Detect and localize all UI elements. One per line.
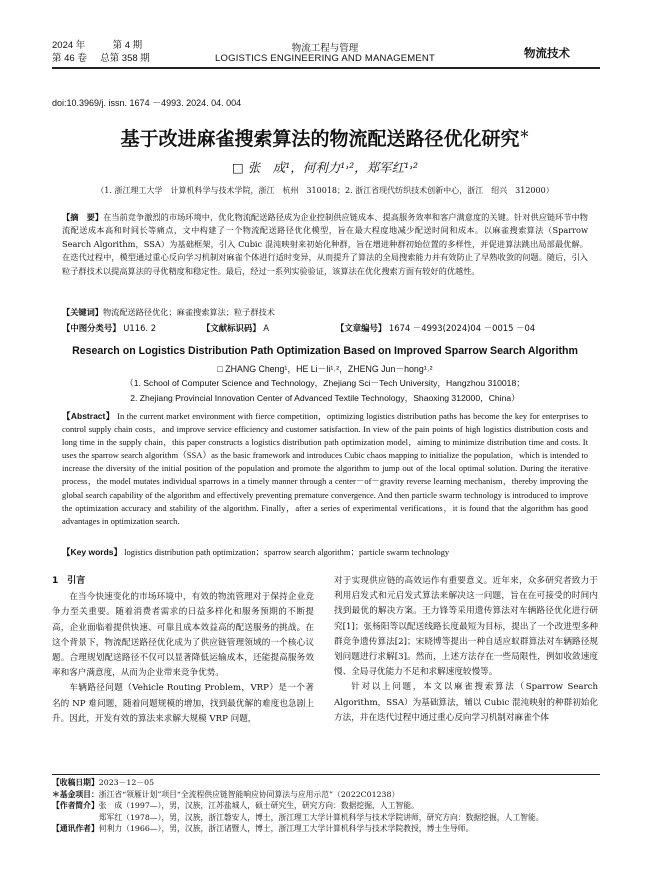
body-right-column <box>334 574 598 726</box>
header-rule <box>52 67 600 69</box>
intro-paragraph-1: 在当今快速变化的市场环境中，有效的物流管理对于保持企业竞争力至关重要。随着消费者需求的日益多样化和服务预期的不断提高，企业面临着提供快速、可靠且成本效益高的配送服务的挑战。在这个背景下，物流配送路径优化成为了供应链管理领域的一个核心议题。合理规划配送路径不仅可以显著降低运输成本，还能提高服务效率和客户满意度，从而为企业带来竞争优势。 <box>52 592 314 679</box>
doi: doi:10.3969/j. issn. 1674 －4993. 2024. 04. 004 <box>52 98 242 108</box>
doc-code-label: 【文献标识码】 <box>202 323 261 333</box>
author-bio-1: 张 成（1997—），男，汉族，江苏盐城人，硕士研究生，研究方向：数据挖掘，人工智能。 <box>98 801 419 811</box>
clc-value: U116. 2 <box>123 323 157 333</box>
author-bio-2: 郑军红（1978—），男，汉族，浙江磐安人，博士，浙江理工大学计算机科学与技术学院讲师，研究方向：数据挖掘，人工智能。 <box>98 812 544 822</box>
abstract-en-text: In the current market environment with fierce competition，optimizing logistics distribution paths has become the key for enterprises to control supply chain costs，and improve service efficiency and customer satisfaction. In view of the pain points of high logistics distribution costs and long time in the supply chain，this paper constructs a logistics distribution path optimization model，aiming to minimize distribution time and costs. It uses the sparrow search algorithm（SSA）as the basic framework and introduces Cubic chaos mapping to initialize the population，which is intended to increase the diversity of the initial position of the population and promote the algorithm to jump out of the local optimal solution. During the iterative process，the model mutates individual sparrows in a timely manner through a center－of－gravity reverse learning mechanism，thereby improving the global search capability of the algorithm and effectively preventing premature convergence. And then particle swarm technology is introduced to improve the optimization accuracy and stability of the algorithm. Finally，after a series of experimental verifications，it is found that the algorithm has good advantages in optimization search. <box>62 411 589 526</box>
keywords-cn-text: 物流配送路径优化；麻雀搜索算法；粒子群技术 <box>102 307 275 317</box>
received-date <box>52 777 600 789</box>
corr-value: 何利力（1966—），男，汉族，浙江诸暨人，博士，浙江理工大学计算机科学与技术学院教授，博士生导师。 <box>98 824 474 834</box>
section-heading-intro: 1 引言 <box>52 576 86 586</box>
authors-cn: □ 张 成¹，何利力¹˒²，郑军红¹˒² <box>231 160 419 175</box>
author-bio-label: 【作者简介】 <box>52 801 99 811</box>
abstract-en <box>62 410 588 528</box>
affiliation-en-1: （1. School of Computer Science and Technology，Zhejiang Sci－Tech University，Hangzhou 310018； <box>125 378 525 388</box>
header-year: 2024 年 <box>52 40 86 51</box>
affiliation-en-2: 2. Zhejiang Provincial Innovation Center of Advanced Textile Technology，Shaoxing 312000，China） <box>130 393 520 403</box>
page-title <box>40 124 610 151</box>
header-year-issue <box>52 40 142 52</box>
body-left-column <box>52 574 314 727</box>
doc-code-value: A <box>263 323 270 333</box>
header-volume-text: 第 46 卷 <box>52 53 87 64</box>
title-en: Research on Logistics Distribution Path Optimization Based on Improved Sparrow Search Algorithm <box>72 345 578 357</box>
abstract-cn-label: 【摘 要】 <box>62 212 104 222</box>
doc-code-row <box>202 322 269 334</box>
corresponding-author <box>52 823 600 835</box>
clc-row <box>62 322 156 334</box>
title-fund-mark: ＊ <box>519 129 530 141</box>
keywords-cn-label: 【关键词】 <box>62 307 103 317</box>
keywords-en-label: 【Key words】 <box>62 547 122 557</box>
intro-paragraph-2: 车辆路径问题（Vehicle Routing Problem，VRP）是一个著名的 NP 难问题，随着问题规模的增加，找到最优解的难度也急剧上升。因此，开发有效的算法来求解大规模 VRP 问题， <box>52 683 314 724</box>
intro-paragraph-4: 针对以上问题，本文以麻雀搜索算法（Sparrow Search Algorithm，SSA）为基础算法，辅以 Cubic 混沌映射的种群初始化方法，并在迭代过程中通过重心反向学习机制对麻雀个体 <box>334 682 598 723</box>
header-total-issue: 总第 358 期 <box>100 53 150 64</box>
corr-label: 【通讯作者】 <box>52 824 99 834</box>
fund-value: 浙江省“领雁计划”项目“全流程供应链智能响应协同算法与应用示范”（2022C01238） <box>98 789 400 799</box>
intro-paragraph-3: 对于实现供应链的高效运作有重要意义。近年来，众多研究者致力于利用启发式和元启发式算法来解决这一问题，旨在在可接受的时间内找到最优的解决方案。王力锋等采用遗传算法对车辆路径优化进行研究[1]；张杨阳等以配送线路长度最短为目标，提出了一个改进型多种群竞争遗传算法[2]；宋晓博等提出一种自适应蚁群算法对车辆路径规划问题进行求解[3]。然而，上述方法存在一些局限性，例如收敛速度慢、全局寻优能力不足和求解速度较慢等。 <box>334 576 598 678</box>
fund-note <box>52 789 600 801</box>
title-cn-text: 基于改进麻雀搜索算法的物流配送路径优化研究 <box>120 128 520 150</box>
header-volume <box>52 53 150 65</box>
received-label: 【收稿日期】 <box>52 778 99 787</box>
keywords-en-text: logistics distribution path optimization；sparrow search algorithm；particle swarm technology <box>124 547 450 557</box>
abstract-cn-text: 在当前竞争激烈的市场环境中，优化物流配送路径成为企业控制供应链成本、提高服务效率和客户满意度的关键。针对供应链环节中物流配送成本高和时间长等痛点，文中构建了一个物流配送路径优化模型，旨在最大程度地减少配送时间和成本。以麻雀搜索算法（Sparrow Search Algorithm，SSA）为基础框架，引入 Cubic 混沌映射来初始化种群，旨在增进种群初始位置的多样性，并促进算法跳出局部最优解。在迭代过程中，模型通过重心反向学习机制对麻雀个体进行适时变异，从而提升了算法的全局搜索能力并有效防止了早熟收敛的问题。随后，引入粒子群技术以提高算法的寻优精度和稳定性。最后，经过一系列实验验证，该算法在优化搜索方面有较好的优越性。 <box>62 212 588 276</box>
journal-name-en: LOGISTICS ENGINEERING AND MANAGEMENT <box>215 53 435 64</box>
fund-label: ＊基金项目： <box>52 789 99 799</box>
affiliation-cn: （1. 浙江理工大学 计算机科学与技术学院，浙江 杭州 310018；2. 浙江省现代纺织技术创新中心，浙江 绍兴 312000） <box>96 186 554 195</box>
section-tag: 物流技术 <box>524 46 570 60</box>
footnote-rule <box>52 774 600 775</box>
article-no-row <box>336 322 535 334</box>
article-no-label: 【文章编号】 <box>336 323 387 333</box>
keywords-en <box>62 546 588 559</box>
abstract-en-label: 【Abstract】 <box>62 411 115 421</box>
author-bio <box>52 800 600 823</box>
authors-en: □ ZHANG Cheng¹，HE Li－li¹˒²，ZHENG Jun－hong¹˒² <box>217 364 433 374</box>
clc-label: 【中图分类号】 <box>62 323 121 333</box>
header-issue: 第 4 期 <box>112 40 143 51</box>
article-no-value: 1674 －4993(2024)04 －0015 －04 <box>388 323 536 333</box>
received-value: 2023－12－05 <box>98 778 155 787</box>
keywords-cn <box>62 306 588 319</box>
abstract-cn <box>62 211 588 278</box>
journal-name-cn: 物流工程与管理 <box>291 43 359 54</box>
footnotes <box>52 777 600 835</box>
